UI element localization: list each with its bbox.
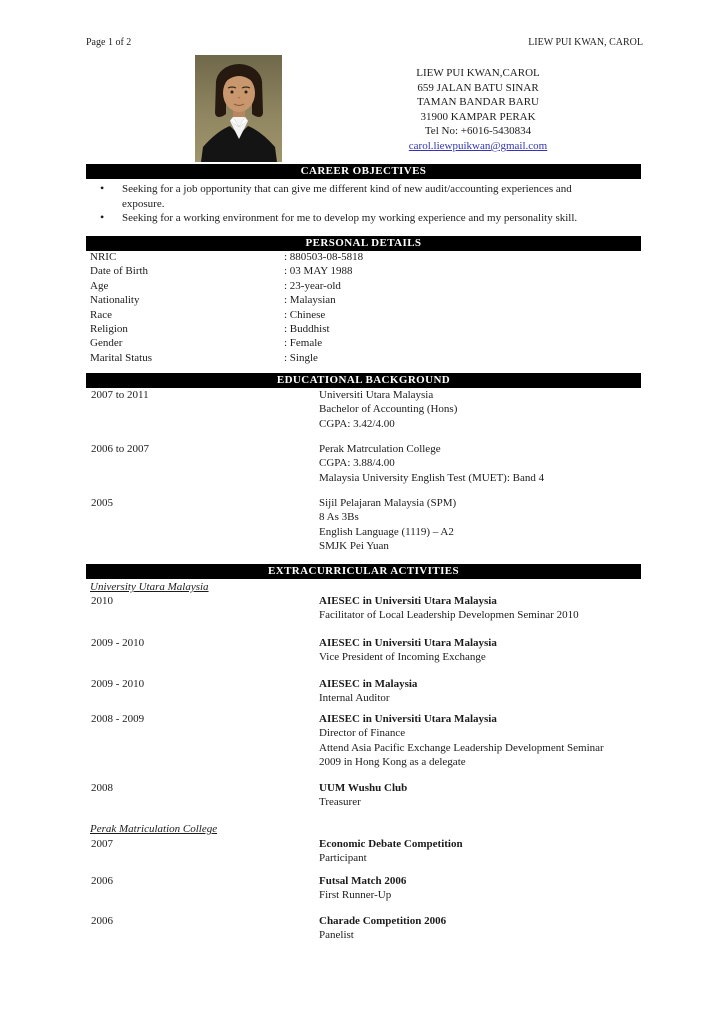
activity-title: AIESEC in Universiti Utara Malaysia bbox=[319, 637, 497, 649]
personal-value: : 880503-08-5818 bbox=[284, 251, 364, 263]
personal-row bbox=[90, 279, 363, 293]
personal-label: NRIC bbox=[90, 251, 117, 263]
personal-row bbox=[90, 308, 363, 322]
education-line: English Language (1119) – A2 bbox=[319, 525, 454, 538]
activity-title: Charade Competition 2006 bbox=[319, 915, 447, 927]
education-entry bbox=[91, 388, 457, 431]
section-banner-career-objectives: CAREER OBJECTIVES bbox=[86, 164, 641, 179]
activity-title: AIESEC in Universiti Utara Malaysia bbox=[319, 595, 497, 607]
activity-title: AIESEC in Universiti Utara Malaysia bbox=[319, 713, 497, 725]
section-banner-educational-background: EDUCATIONAL BACKGROUND bbox=[86, 373, 641, 388]
education-period: 2006 to 2007 bbox=[91, 443, 150, 455]
education-line: SMJK Pei Yuan bbox=[319, 540, 389, 553]
page-number: Page 1 of 2 bbox=[86, 37, 132, 48]
bullet-icon: • bbox=[100, 181, 105, 195]
contact-name: LIEW PUI KWAN,CAROL bbox=[416, 67, 540, 79]
activity-line: First Runner-Up bbox=[319, 889, 392, 902]
activity-line: Facilitator of Local Leadership Developmen Seminar 2010 bbox=[319, 609, 579, 622]
personal-value: : Single bbox=[284, 351, 318, 364]
personal-value: : Female bbox=[284, 337, 323, 350]
contact-block bbox=[368, 66, 588, 154]
activity-period: 2008 - 2009 bbox=[91, 713, 145, 725]
contact-phone: Tel No: +6016-5430834 bbox=[424, 125, 532, 138]
activity-entry bbox=[91, 636, 497, 665]
personal-row bbox=[90, 336, 363, 350]
activity-period: 2010 bbox=[91, 595, 113, 607]
activity-entry bbox=[91, 781, 407, 810]
header-name: LIEW PUI KWAN, CAROL bbox=[528, 37, 643, 48]
activity-line: 2009 in Hong Kong as a delegate bbox=[319, 756, 466, 769]
activity-period: 2009 - 2010 bbox=[91, 678, 145, 690]
activity-entry bbox=[91, 874, 406, 903]
activity-period: 2006 bbox=[91, 915, 113, 927]
personal-row bbox=[90, 351, 363, 365]
education-line: Universiti Utara Malaysia bbox=[319, 389, 434, 401]
contact-address-3: 31900 KAMPAR PERAK bbox=[420, 110, 536, 123]
personal-label: Age bbox=[90, 279, 109, 292]
personal-row bbox=[90, 264, 363, 278]
personal-label: Gender bbox=[90, 337, 123, 350]
personal-label: Nationality bbox=[90, 294, 140, 307]
activity-title: AIESEC in Malaysia bbox=[319, 678, 418, 690]
section-banner-extracurricular-activities: EXTRACURRICULAR ACTIVITIES bbox=[86, 564, 641, 579]
activity-entry bbox=[91, 677, 417, 706]
activity-entry bbox=[91, 914, 446, 943]
personal-value: : 23-year-old bbox=[284, 279, 341, 292]
objective-line: Seeking for a job opportunity that can give me different kind of new audit/accounting experiences and bbox=[122, 183, 572, 195]
activity-line: Attend Asia Pacific Exchange Leadership Development Seminar bbox=[319, 741, 604, 754]
education-line: Bachelor of Accounting (Hons) bbox=[319, 403, 458, 416]
objective-line: exposure. bbox=[122, 197, 165, 210]
personal-row bbox=[90, 293, 363, 307]
passport-photo bbox=[195, 55, 282, 162]
activity-line: Participant bbox=[319, 852, 367, 865]
education-line: CGPA: 3.88/4.00 bbox=[319, 457, 395, 470]
education-period: 2007 to 2011 bbox=[91, 389, 149, 401]
personal-value: : Malaysian bbox=[284, 294, 336, 307]
personal-value: : 03 MAY 1988 bbox=[284, 265, 353, 278]
personal-label: Marital Status bbox=[90, 351, 153, 364]
contact-address-1: 659 JALAN BATU SINAR bbox=[417, 81, 539, 94]
activity-period: 2007 bbox=[91, 838, 113, 850]
bullet-icon: • bbox=[100, 210, 105, 224]
activity-title: Economic Debate Competition bbox=[319, 838, 463, 850]
contact-address-2: TAMAN BANDAR BARU bbox=[417, 96, 539, 109]
personal-value: : Buddhist bbox=[284, 323, 330, 336]
activity-line: Internal Auditor bbox=[319, 692, 390, 705]
personal-value: : Chinese bbox=[284, 308, 326, 321]
personal-label: Date of Birth bbox=[90, 265, 149, 278]
activity-line: Panelist bbox=[319, 929, 354, 942]
activity-group-heading: Perak Matriculation College bbox=[90, 823, 218, 835]
activity-line: Vice President of Incoming Exchange bbox=[319, 651, 486, 664]
activity-line: Treasurer bbox=[319, 796, 361, 809]
activity-entry bbox=[91, 837, 463, 866]
education-line: Perak Matrculation College bbox=[319, 443, 441, 455]
education-line: CGPA: 3.42/4.00 bbox=[319, 417, 395, 430]
personal-label: Religion bbox=[90, 323, 128, 336]
education-period: 2005 bbox=[91, 497, 113, 509]
section-banner-personal-details: PERSONAL DETAILS bbox=[86, 236, 641, 251]
education-line: 8 As 3Bs bbox=[319, 511, 359, 524]
activity-group-heading: University Utara Malaysia bbox=[90, 581, 209, 593]
activity-title: UUM Wushu Club bbox=[319, 782, 408, 794]
activity-title: Futsal Match 2006 bbox=[319, 875, 407, 887]
activity-period: 2009 - 2010 bbox=[91, 637, 145, 649]
objective-item bbox=[100, 211, 642, 226]
objective-line: Seeking for a working environment for me to develop my working experience and my personality skill. bbox=[122, 212, 578, 224]
education-line: Sijil Pelajaran Malaysia (SPM) bbox=[319, 497, 457, 509]
activity-period: 2008 bbox=[91, 782, 113, 794]
personal-label: Race bbox=[90, 308, 112, 321]
email-link[interactable]: carol.liewpuikwan@gmail.com bbox=[408, 139, 548, 152]
activity-entry bbox=[91, 712, 604, 770]
activity-entry bbox=[91, 594, 579, 623]
personal-details-table bbox=[90, 250, 363, 365]
education-line: Malaysia University English Test (MUET): Band 4 bbox=[319, 471, 545, 484]
objective-item bbox=[100, 182, 642, 211]
personal-row bbox=[90, 250, 363, 264]
education-entry bbox=[91, 496, 456, 554]
activity-period: 2006 bbox=[91, 875, 113, 887]
education-entry bbox=[91, 442, 544, 485]
portrait-illustration bbox=[195, 55, 282, 162]
activity-line: Director of Finance bbox=[319, 727, 406, 740]
personal-row bbox=[90, 322, 363, 336]
